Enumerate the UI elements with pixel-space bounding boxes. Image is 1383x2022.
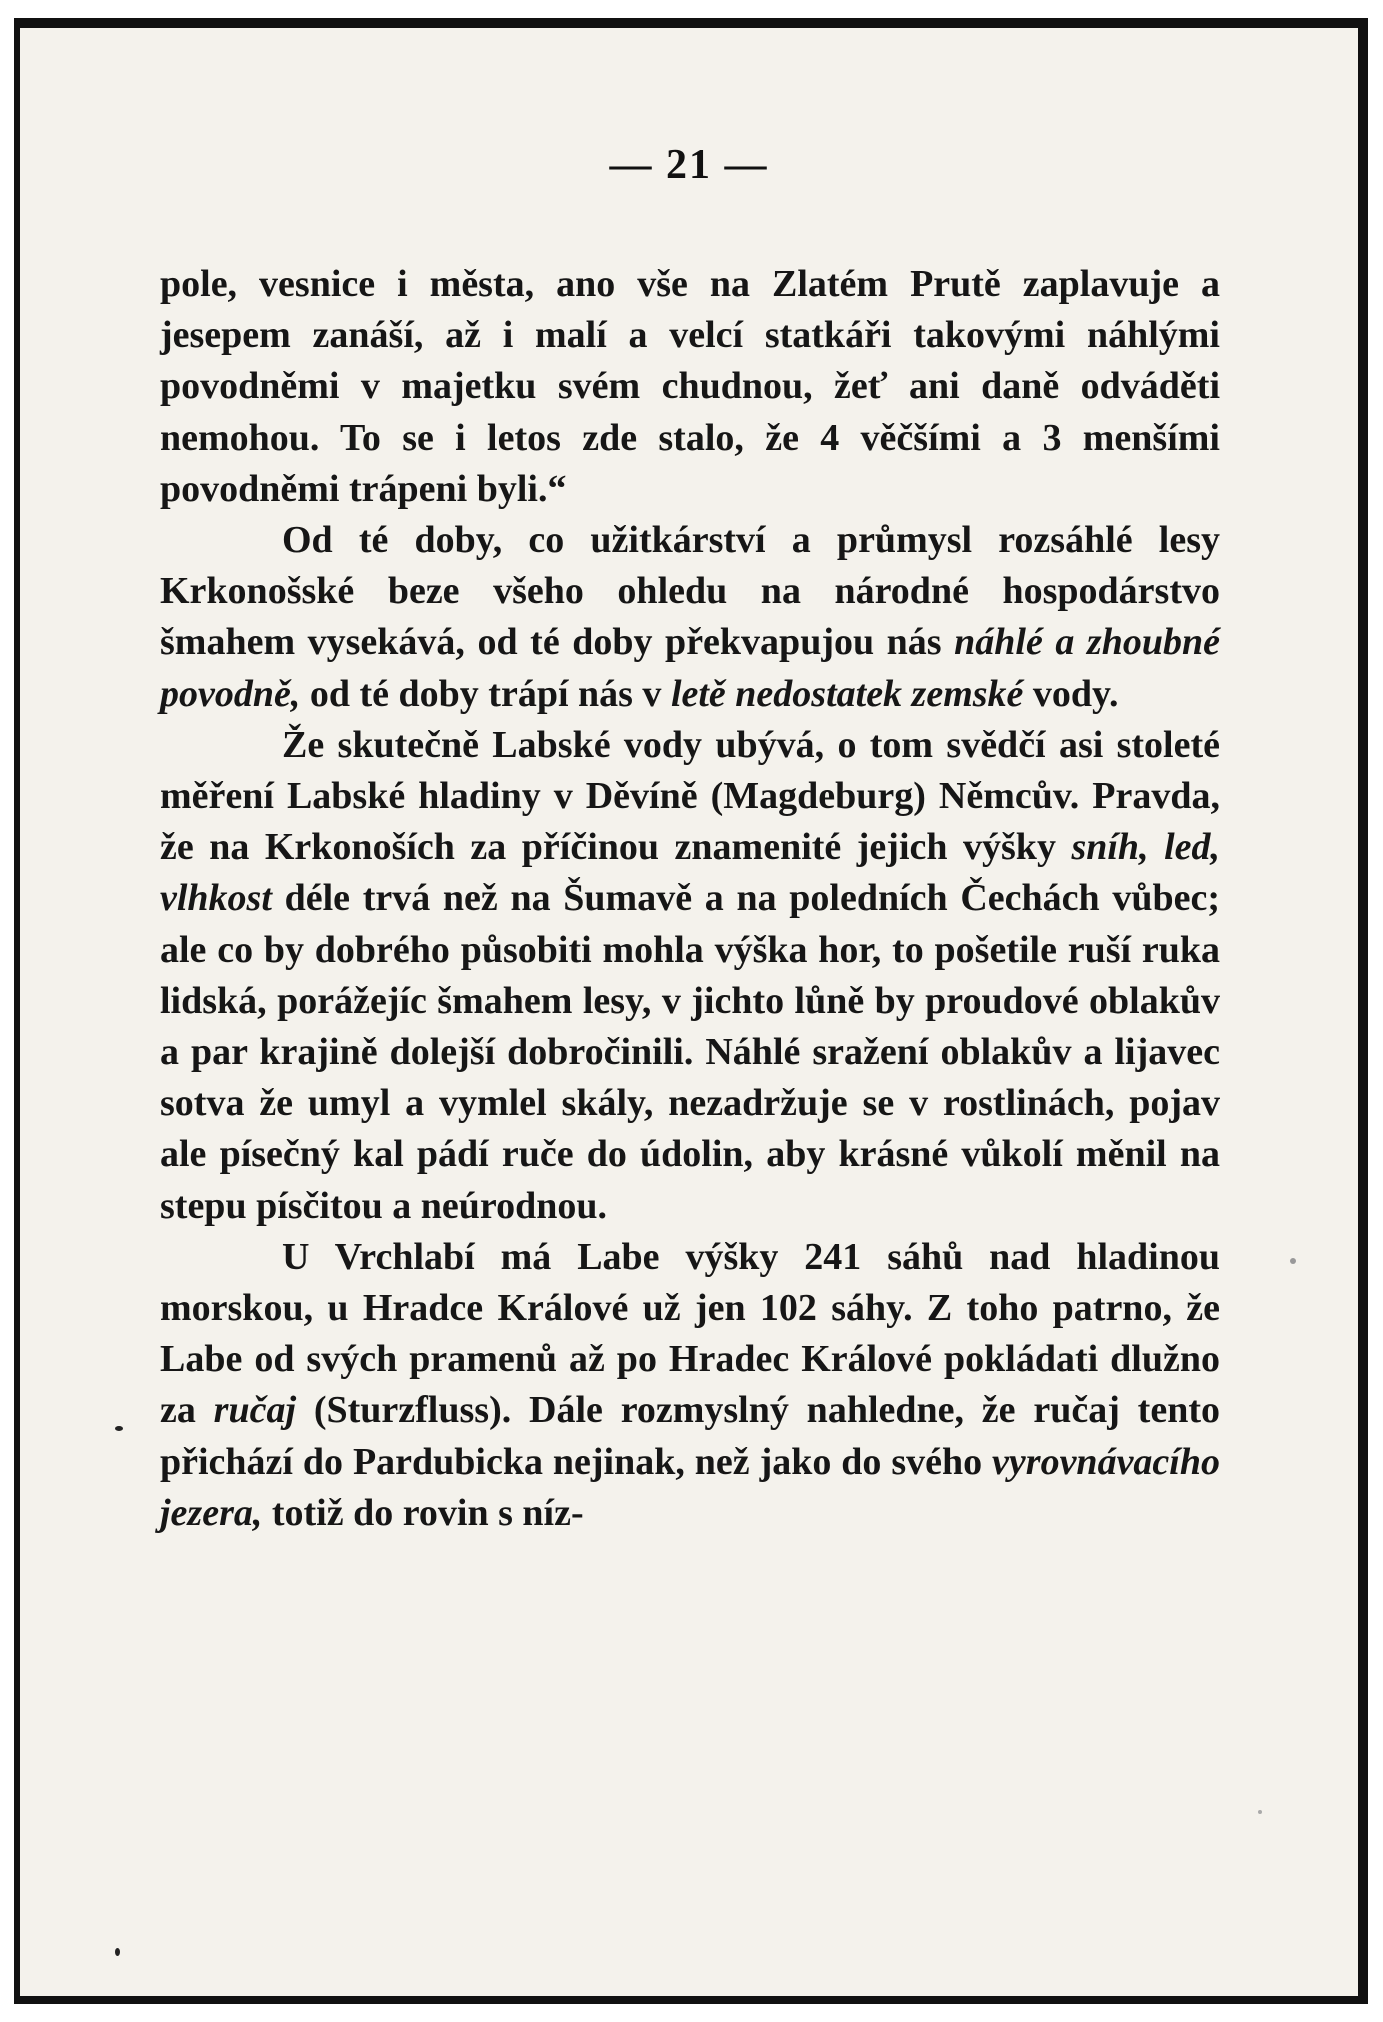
italic-text: ručaj [213,1389,297,1432]
paragraph [160,515,1220,720]
text-run: Od té doby, co užitkárství a průmysl rozsáhlé lesy Krkonošské beze všeho ohledu na národné hospodárstvo šmahem vysekává, od té doby překvapujou nás [160,519,1220,664]
scan-speck [115,1948,120,1956]
text-run: vody. [1023,672,1119,715]
text-run: (Sturzfluss). Dále rozmyslný nahledne, že ručaj tento přichází do Pardubicka nejinak, než jako do svého [160,1389,1220,1483]
scan-speck [1290,1258,1296,1264]
italic-text: sníh, led, vlhkost [160,826,1220,920]
text-run: pole, vesnice i města, ano vše na Zlatém Prutě zaplavuje a jesepem zanáší, až i malí a velcí statkáři takovými náhlými povodněmi v majetku svém chudnou, žeť ani daně odváděti nemohou. To se i letos zde stalo, že 4 věčšími a 3 menšími povodněmi trápeni byli.“ [160,263,1220,510]
italic-text: letě nedostatek zemské [670,672,1024,715]
body-text [160,259,1220,1539]
page-number: — 21 — [609,142,769,188]
text-run: U Vrchlabí má Labe výšky 241 sáhů nad hladinou morskou, u Hradce Králové už jen 102 sáhy. Z toho patrno, že Labe od svých pramenů až po Hradec Králové pokládati dlužno za [160,1235,1220,1432]
paragraph [160,1232,1220,1539]
italic-text: náhlé a zhoubné povodně, [160,621,1220,715]
text-run: Že skutečně Labské vody ubývá, o tom svědčí asi stoleté měření Labské hladiny v Děvíně (Magdeburg) Němcův. Pravda, že na Krkonoších za příčinou znamenité jejich výšky [160,723,1220,869]
paragraph [160,259,1220,515]
italic-text: vyrovnávacího jezera, [160,1440,1220,1534]
text-run: totiž do rovin s níz- [262,1491,584,1534]
book-page [14,18,1368,2004]
paragraph [160,720,1220,1232]
text-run: od té doby trápí nás v [300,672,671,715]
scan-speck [1258,1810,1262,1814]
text-run: déle trvá než na Šumavě a na poledních Čechách vůbec; ale co by dobrého působiti mohla výška hor, to pošetile ruší ruka lidská, porážejíc šmahem lesy, v jichto lůně by proudové oblakův a par krajině dolejší dobročinili. Náhlé sražení oblakův a lijavec sotva že umyl a vymlel skály, nezadržuje se v rostlinách, pojav ale písečný kal pádí ruče do údolin, aby krásné vůkolí měnil na stepu písčitou a neúrodnou. [160,877,1220,1227]
scan-speck [115,1426,123,1431]
